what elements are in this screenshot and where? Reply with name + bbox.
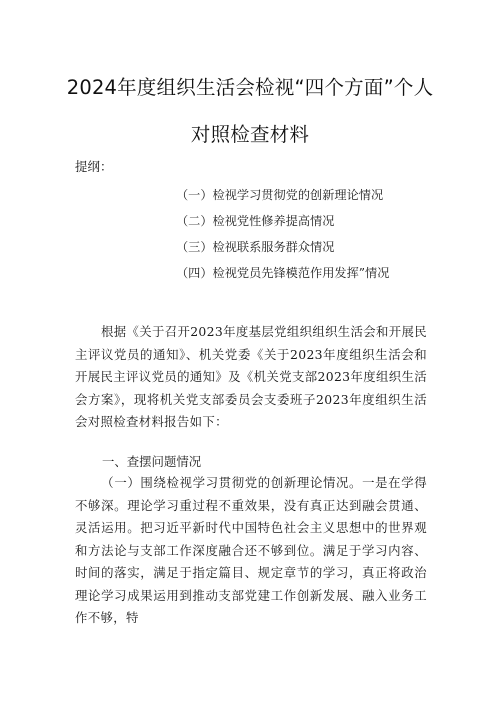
section-paragraph bbox=[75, 472, 427, 630]
document-title-line-2: 对照检查材料 bbox=[190, 123, 310, 146]
document-title-line-1: 2024年度组织生活会检视“四个方面”个人 bbox=[66, 76, 434, 99]
section-paragraph-text: （一）围绕检视学习贯彻党的创新理论情况。一是在学得不够深。理论学习重过程不重效果，没有真正达到融会贯通、灵活运用。把习近平新时代中国特色社会主义思想中的世界观和方法论与支部工作深度融合还不够到位。满足于学习内容、时间的落实，满足于指定篇目、规定章节的学习，真正将政治理论学习成果运用到推动支部党建工作创新发展、融入业务工作不够，特 bbox=[75, 475, 427, 625]
intro-paragraph bbox=[75, 321, 427, 434]
section-heading: 一、查摆问题情况 bbox=[102, 454, 202, 469]
outline-item: （二）检视党性修养提高情况 bbox=[176, 214, 335, 228]
outline-label: 提纲： bbox=[75, 159, 113, 174]
outline-item: （三）检视联系服务群众情况 bbox=[176, 240, 335, 254]
outline-item: （一）检视学习贯彻党的创新理论情况 bbox=[176, 188, 384, 202]
outline-item: （四）检视党员先锋模范作用发挥”情况 bbox=[176, 266, 390, 280]
outline-list bbox=[176, 182, 389, 286]
intro-paragraph-text: 根据《关于召开2023年度基层党组织组织生活会和开展民主评议党员的通知》、机关党委《关于2023年度组织生活会和开展民主评议党员的通知》及《机关党支部2023年度组织生活会方案》，现将机关党支部委员会支委班子2023年度组织生活会对照检查材料报告如下： bbox=[75, 324, 427, 429]
